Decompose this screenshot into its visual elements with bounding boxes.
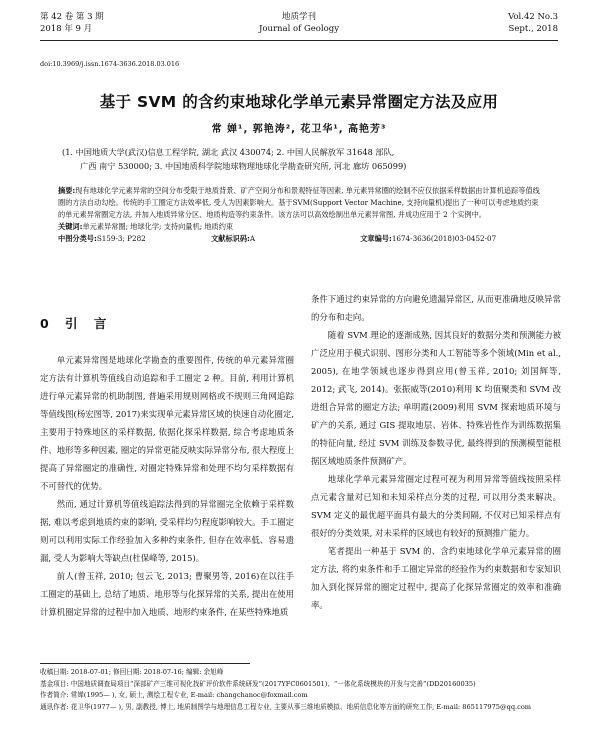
issue-date-en: Sept., 2018 — [508, 24, 558, 34]
footnotes — [40, 667, 558, 713]
paragraph: 笔者提出一种基于 SVM 的、含约束地球化学单元素异常的圈定方法, 将约束条件和手工圈定异常的经验作为约束数据和专家知识加入到化探异常的圈定过程中, 提高了化探异常圈定的效率和准确率。 — [311, 546, 561, 610]
affiliation-line: 广西 南宁 530000; 3. 中国地质科学院地球物理地球化学勘查研究所, 河北 廊坊 065099) — [80, 160, 407, 171]
left-column — [40, 300, 294, 621]
clc-label: 中图分类号: — [58, 234, 97, 243]
affiliations — [62, 146, 538, 173]
article-number-label: 文章编号: — [360, 234, 392, 243]
clc-number: S159-3; P282 — [96, 234, 146, 243]
paragraph: 地球化学单元素异常圈定过程可视为利用异常等值线按照采样点元素含量对已知和未知采样点分类的过程, 可以用分类来解决。SVM 定义的最优超平面具有最大的分类间隔, 不仅对已知采样点有很好的分类效果, 对未采样的区域也有较好的预测推广能力。 — [311, 474, 561, 538]
footnote-author: 作者简介: 常婵(1995— ), 女, 硕士, 测绘工程专业, E-mail: changchanoc@foxmail.com — [40, 691, 308, 699]
classification — [58, 233, 542, 245]
header-rule — [40, 40, 558, 41]
paragraph: 前人(曾玉祥, 2010; 包云飞, 2013; 曹聚男等, 2016)在以往手工圈定的基础上, 总结了地质、地形等与化探异常的关系, 提出在使用计算机圈定异常的过程中加入地质、地形约束条件, 在某些特殊地质 — [40, 571, 294, 617]
abstract — [58, 185, 542, 245]
running-header — [40, 11, 558, 41]
journal-name-en: Journal of Geology — [258, 24, 339, 34]
footnote-received: 收稿日期: 2018-07-01; 修回日期: 2018-07-16; 编辑: 余旭峰 — [40, 668, 224, 676]
paragraph: 随着 SVM 理论的逐渐成熟, 因其良好的数据分类和预测能力被广泛应用于模式识别、图形分类和人工智能等多个领域(Min et al., 2005), 在地学领域也逐步得到应用(曾玉祥, 2010; 刘国辉等, 2012; 武飞, 2014)。张振威等(2010)利用 K 均值聚类和 SVM 改进组合异常的圈定方法; 单明霞(2009)利用 SVM 探索地质环境与矿产的关系, 通过 GIS 提取地层、岩体、特殊岩性作为训练数据集的特征向量, 经过 SVM 训练及参数寻优, 最终得到的预测模型能根据区域地质条件预测矿产。 — [311, 330, 561, 466]
keywords — [58, 221, 542, 233]
footnote-funding: 基金项目: 中国地质调查局项目“深部矿产三维可视化找矿评价软件系统研发”(2017YFC0601501)、“一体化系统模块的开发与完善”(DD20160035) — [40, 679, 476, 688]
paper-title: 基于 SVM 的含约束地球化学单元素异常圈定方法及应用 — [99, 93, 499, 111]
journal-name — [40, 11, 558, 35]
article-number: 1674-3636(2018)03-0452-07 — [391, 234, 497, 243]
doc-code: A — [249, 234, 256, 243]
volume-issue-en: Vol.42 No.3 — [508, 12, 558, 22]
doc-code-label: 文献标识码: — [211, 234, 250, 243]
section-heading: 0 引 言 — [40, 316, 113, 331]
issue-date-cn: 2018 年 9 月 — [40, 24, 93, 34]
affiliation-line: (1. 中国地质大学(武汉)信息工程学院, 湖北 武汉 430074; 2. 中国人民解放军 31648 部队, — [62, 147, 395, 157]
volume-info-en — [508, 11, 558, 35]
paragraph: 然而, 通过计算机等值线追踪法得到的异常圈完全依赖于采样数据, 难以考虑到地质约束的影响, 受采样均匀程度影响较大。手工圈定则可以利用实际工作经验加入多种约束条件, 但存在效率低、容易遗漏, 受人为影响大等缺点(杜保峰等, 2015)。 — [40, 499, 294, 563]
keywords-text: 单元素异常圈; 地球化学; 支持向量机; 地质约束 — [82, 222, 234, 231]
author-list: 常 婵¹, 郭艳涛², 花卫华¹, 高艳芳³ — [211, 124, 387, 135]
footnote-rule — [40, 663, 250, 664]
keywords-label: 关键词: — [58, 222, 83, 231]
abstract-label: 摘要: — [58, 186, 76, 195]
right-column — [311, 290, 561, 614]
paragraph: 单元素异常图是地球化学勘查的重要图件, 传统的单元素异常圈定方法有计算机等值线自动追踪和手工圈定 2 种。目前, 利用计算机进行单元素异常的机助制图, 普遍采用规则网格或不规则三角网追踪等值线图(杨宏图等, 2017)来实现单元素异常区域的快速自动化圈定, 主要用于特殊地区的采样数据, 依据化探采样数据, 综合考虑地质条件、地形等多种因素, 圈定的异常更能反映实际异常分布, 很大程度上提高了异常圈定的准确性, 对圈定特殊异常和处理不均匀采样数据有不可替代的优势。 — [40, 355, 294, 491]
volume-issue: 第 42 卷 第 3 期 — [40, 12, 104, 22]
journal-name-cn: 地质学刊 — [281, 12, 316, 22]
footnote-corresponding: 通讯作者: 花卫华(1977— ), 男, 副教授, 博士, 地质制图学与地理信息工程专业, 主要从事三维地质模拟、地质信息化等方面的研究工作, E-mail: 865117975@qq.com — [40, 702, 532, 711]
abstract-text: 现有地球化学元素异常的空间分布受限于地质背景、矿产空间分布和景观特征等因素, 单元素异常圈的绘制不应仅依据采样数据由计算机追踪等值线圈的方法自动勾绘。传统的手工圈定方法效率低, 受人为因素影响大。基于SVM(Support Vector Machine, 支持向量机)提出了一种可以考虑地质约束的单元素异常圈定方法, 并加入地质异常分区、地质构造等约束条件。该方法可以高效绘制出单元素异常图, 并成功应用于 2 个实例中。 — [58, 186, 540, 219]
paragraph: 条件下通过约束异常的方向避免遗漏异常区, 从而更准确地反映异常的分布和走向。 — [311, 294, 561, 322]
doi: doi:10.3969/j.issn.1674-3636.2018.03.016 — [40, 60, 180, 68]
